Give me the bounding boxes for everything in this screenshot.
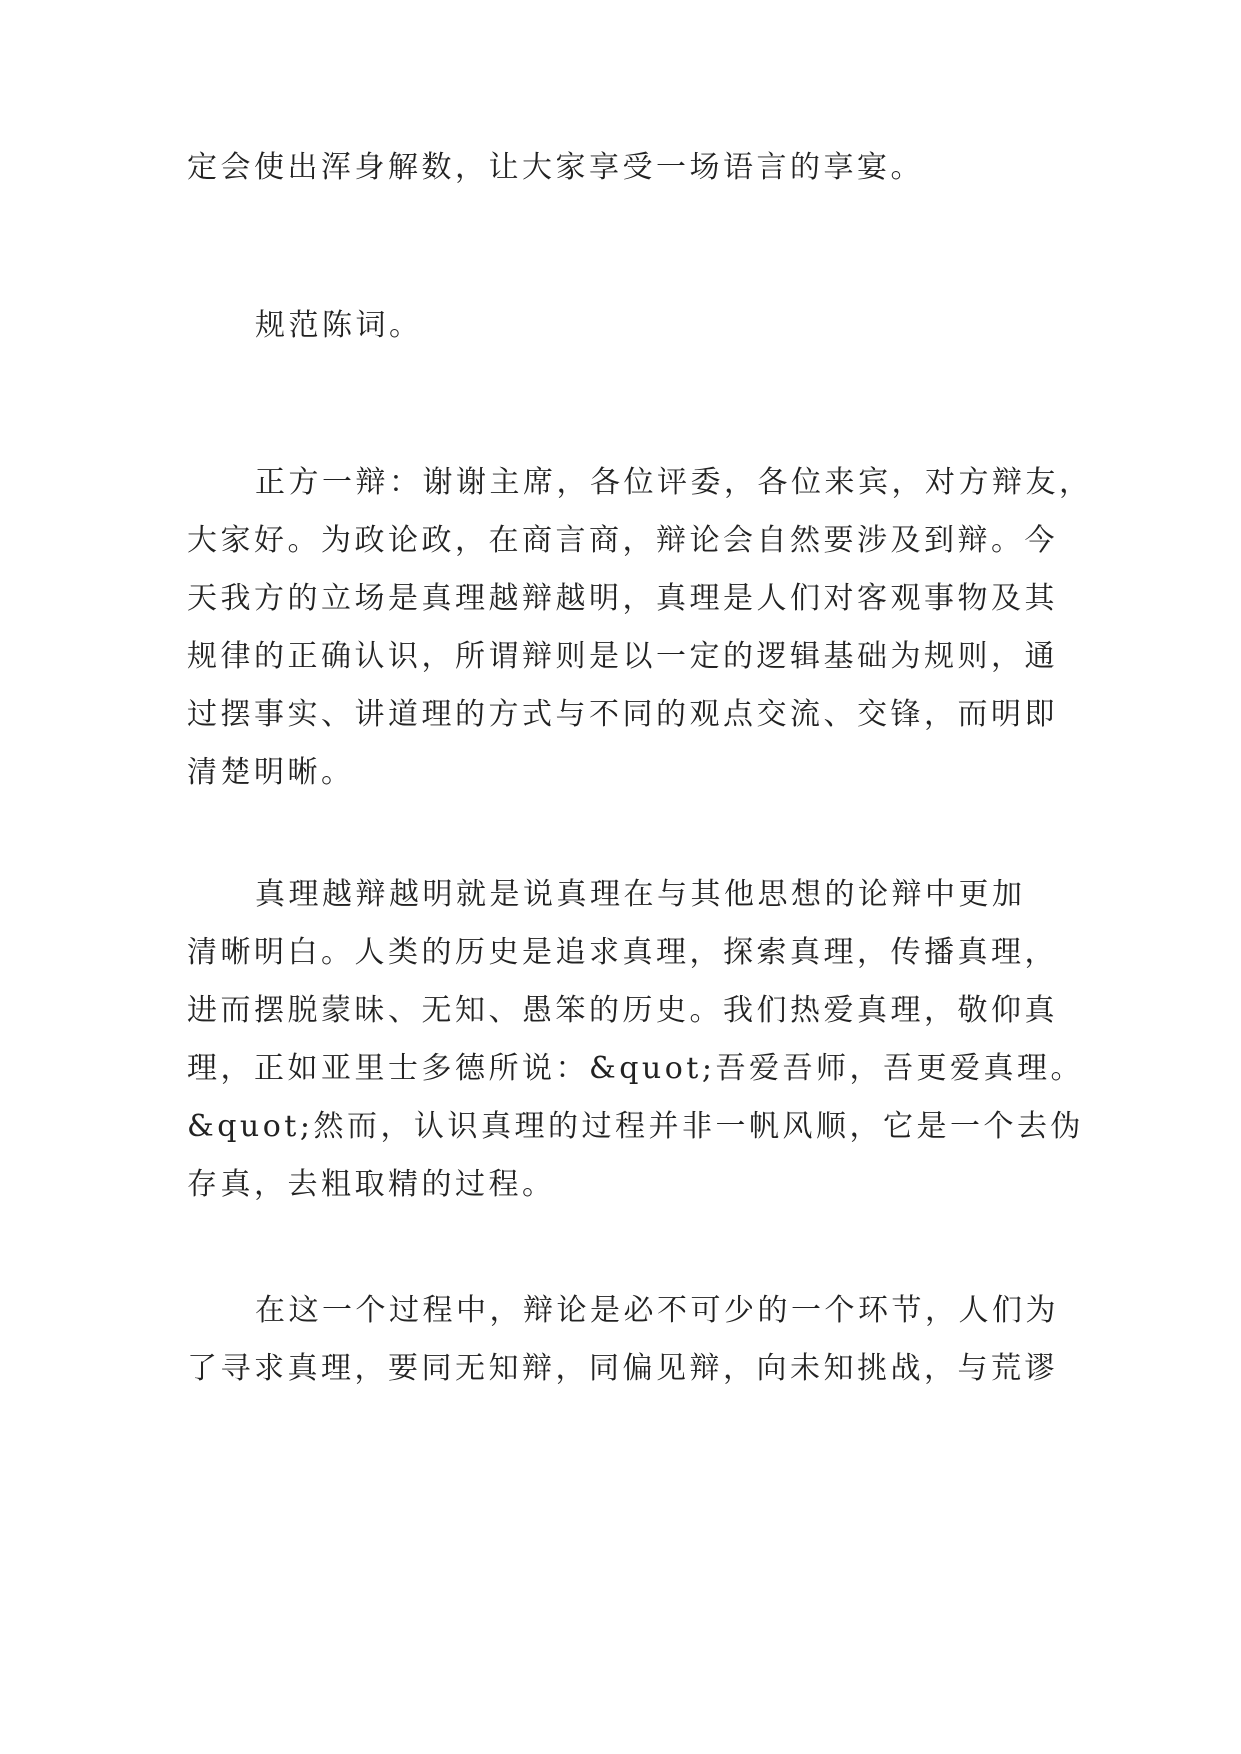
text-line: 规范陈词。 bbox=[255, 308, 423, 343]
text-line: 清晰明白。人类的历史是追求真理，探索真理，传播真理， bbox=[187, 935, 1058, 970]
text-line: 在这一个过程中，辩论是必不可少的一个环节，人们为 bbox=[255, 1293, 1059, 1328]
text-line: 正方一辩：谢谢主席，各位评委，各位来宾，对方辩友， bbox=[255, 465, 1093, 500]
text-line: 过摆事实、讲道理的方式与不同的观点交流、交锋，而明即 bbox=[187, 697, 1058, 732]
paragraph-truth-argument bbox=[187, 866, 1084, 1214]
text-line: 定会使出浑身解数，让大家享受一场语言的享宴。 bbox=[187, 150, 924, 185]
text-line: 规律的正确认识，所谓辩则是以一定的逻辑基础为规则，通 bbox=[187, 639, 1058, 674]
paragraph-debate-process bbox=[187, 1282, 1057, 1398]
paragraph-affirmative-opening bbox=[187, 454, 1093, 802]
text-line: 存真，去粗取精的过程。 bbox=[187, 1167, 556, 1202]
text-line: 天我方的立场是真理越辩越明，真理是人们对客观事物及其 bbox=[187, 581, 1058, 616]
paragraph-section-heading bbox=[187, 297, 1057, 355]
text-line: 清楚明晰。 bbox=[187, 755, 355, 790]
text-line: 理，正如亚里士多德所说：&quot;吾爱吾师，吾更爱真理。 bbox=[187, 1051, 1084, 1086]
text-line: 大家好。为政论政，在商言商，辩论会自然要涉及到辩。今 bbox=[187, 523, 1058, 558]
text-line: 了寻求真理，要同无知辩，同偏见辩，向未知挑战，与荒谬 bbox=[187, 1351, 1058, 1386]
text-line: 进而摆脱蒙昧、无知、愚笨的历史。我们热爱真理，敬仰真 bbox=[187, 993, 1058, 1028]
paragraph-continuation bbox=[187, 139, 1057, 197]
text-line: 真理越辩越明就是说真理在与其他思想的论辩中更加 bbox=[255, 877, 1026, 912]
text-line: &quot;然而，认识真理的过程并非一帆风顺，它是一个去伪 bbox=[187, 1109, 1084, 1144]
